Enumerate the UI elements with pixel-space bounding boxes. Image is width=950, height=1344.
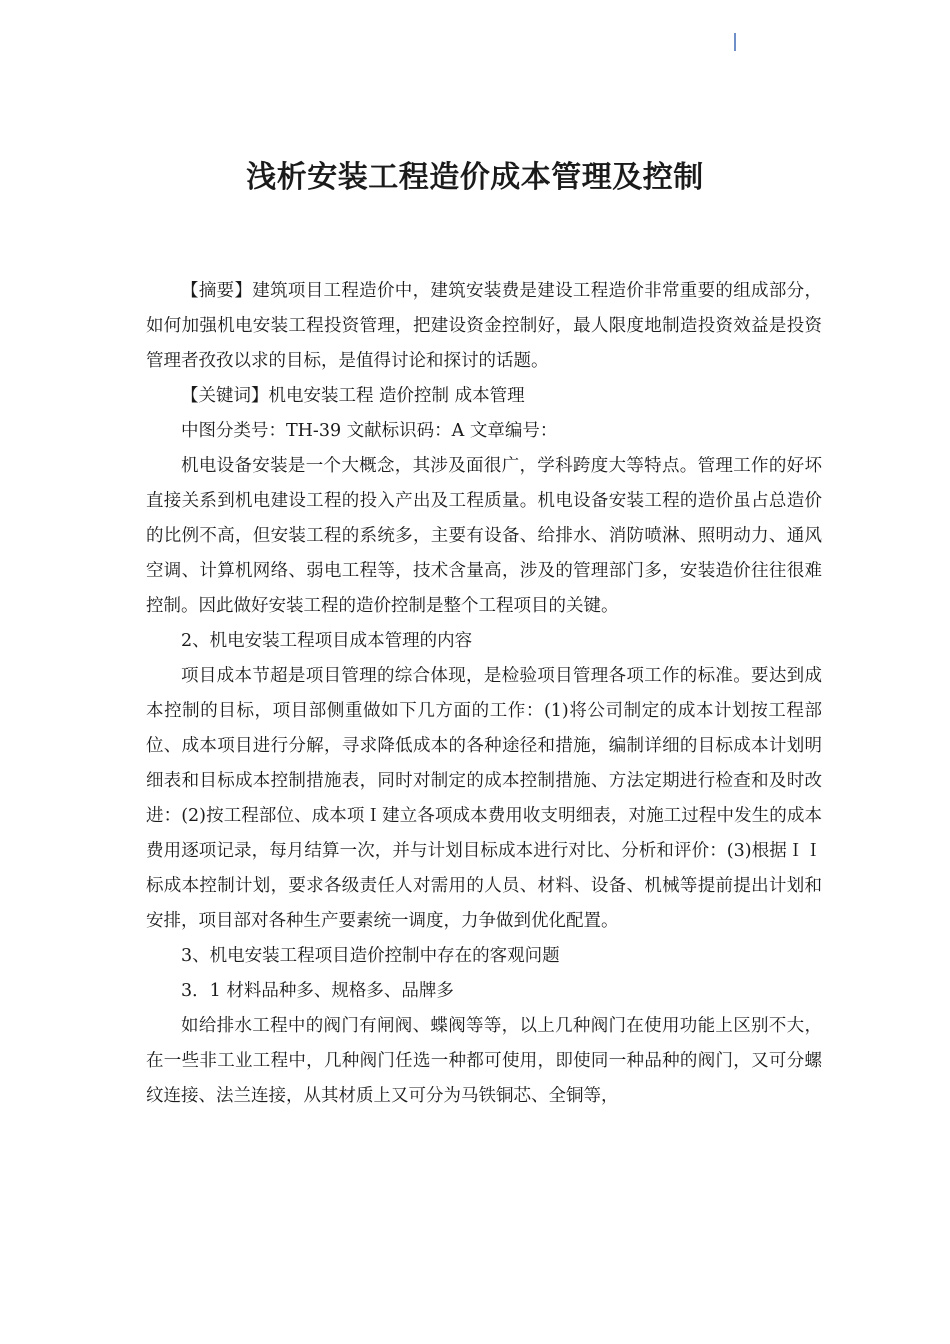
- subsection-heading: 3．1 材料品种多、规格多、品牌多: [181, 981, 454, 1001]
- body-paragraph: 如给排水工程中的阀门有闸阀、蝶阀等等，以上几种阀门在使用功能上区别不大，在一些非工业工程中，几种阀门任选一种都可使用，即使同一种品种的阀门，又可分螺纹连接、法兰连接，从其材质上又可分为马铁铜芯、全铜等，: [146, 1016, 822, 1106]
- page-corner-mark: [734, 33, 736, 51]
- classification-line: 中图分类号：TH-39 文献标识码：A 文章编号：: [181, 421, 558, 441]
- body-paragraph: 机电设备安装是一个大概念，其涉及面很广，学科跨度大等特点。管理工作的好坏直接关系到机电建设工程的投入产出及工程质量。机电设备安装工程的造价虽占总造价的比例不高，但安装工程的系统多，主要有设备、给排水、消防喷淋、照明动力、通风空调、计算机网络、弱电工程等，技术含量高，涉及的管理部门多，安装造价往往很难控制。因此做好安装工程的造价控制是整个工程项目的关键。: [146, 456, 822, 616]
- abstract-paragraph: 【摘要】建筑项目工程造价中，建筑安装费是建设工程造价非常重要的组成部分，如何加强机电安装工程投资管理，把建设资金控制好，最人限度地制造投资效益是投资管理者孜孜以求的目标，是值得讨论和探讨的话题。: [146, 281, 822, 371]
- keywords-line: 【关键词】机电安装工程 造价控制 成本管理: [181, 386, 525, 406]
- document-title: 浅析安装工程造价成本管理及控制: [246, 160, 704, 195]
- body-paragraph: 项目成本节超是项目管理的综合体现，是检验项目管理各项工作的标准。要达到成本控制的目标，项目部侧重做如下几方面的工作：(1)将公司制定的成本计划按工程部位、成本项目进行分解，寻求降低成本的各种途径和措施，编制详细的目标成本计划明细表和目标成本控制措施表，同时对制定的成本控制措施、方法定期进行检查和及时改进：(2)按工程部位、成本项Ｉ建立各项成本费用收支明细表，对施工过程中发生的成本费用逐项记录，每月结算一次，并与计划目标成本进行对比、分析和评价：(3)根据ＩＩ标成本控制计划，要求各级责任人对需用的人员、材料、设备、机械等提前提出计划和安排，项目部对各种生产要素统一调度，力争做到优化配置。: [146, 666, 822, 931]
- section-heading: 3、机电安装工程项目造价控制中存在的客观问题: [181, 946, 560, 966]
- section-heading: 2、机电安装工程项目成本管理的内容: [181, 631, 473, 651]
- document-body: [146, 274, 822, 1114]
